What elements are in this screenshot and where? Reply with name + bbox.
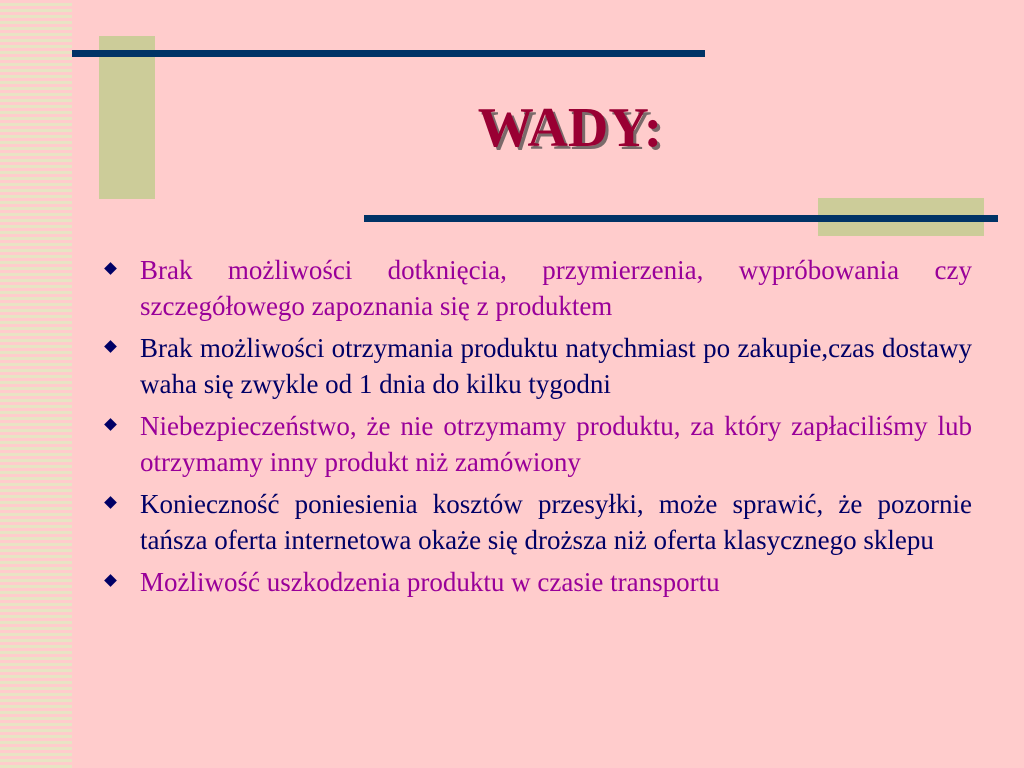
title-rule-bottom (364, 215, 998, 222)
accent-block-top-left (99, 36, 155, 199)
diamond-bullet-icon (104, 496, 117, 509)
bullet-text: Konieczność poniesienia kosztów przesyłki, może sprawić, że pozornie tańsza oferta internetowa okaże się droższa niż oferta klasycznego sklepu (140, 489, 972, 555)
diamond-bullet-icon (104, 574, 117, 587)
bullet-item (104, 408, 972, 480)
bullet-list (104, 252, 972, 606)
striped-edge-decoration (0, 0, 72, 768)
diamond-bullet-icon (104, 340, 117, 353)
bullet-text: Możliwość uszkodzenia produktu w czasie transportu (140, 567, 720, 597)
bullet-text: Brak możliwości dotknięcia, przymierzenia, wypróbowania czy szczegółowego zapoznania się z produktem (140, 255, 972, 321)
bullet-text: Niebezpieczeństwo, że nie otrzymamy produktu, za który zapłaciliśmy lub otrzymamy inny produkt niż zamówiony (140, 411, 972, 477)
bullet-item (104, 486, 972, 558)
diamond-bullet-icon (104, 262, 117, 275)
bullet-item (104, 252, 972, 324)
bullet-item (104, 564, 972, 600)
slide-title: WADY: (477, 97, 663, 159)
title-rule-top (72, 50, 705, 57)
bullet-text: Brak możliwości otrzymania produktu natychmiast po zakupie,czas dostawy waha się zwykle od 1 dnia do kilku tygodni (140, 333, 972, 399)
diamond-bullet-icon (104, 418, 117, 431)
bullet-item (104, 330, 972, 402)
